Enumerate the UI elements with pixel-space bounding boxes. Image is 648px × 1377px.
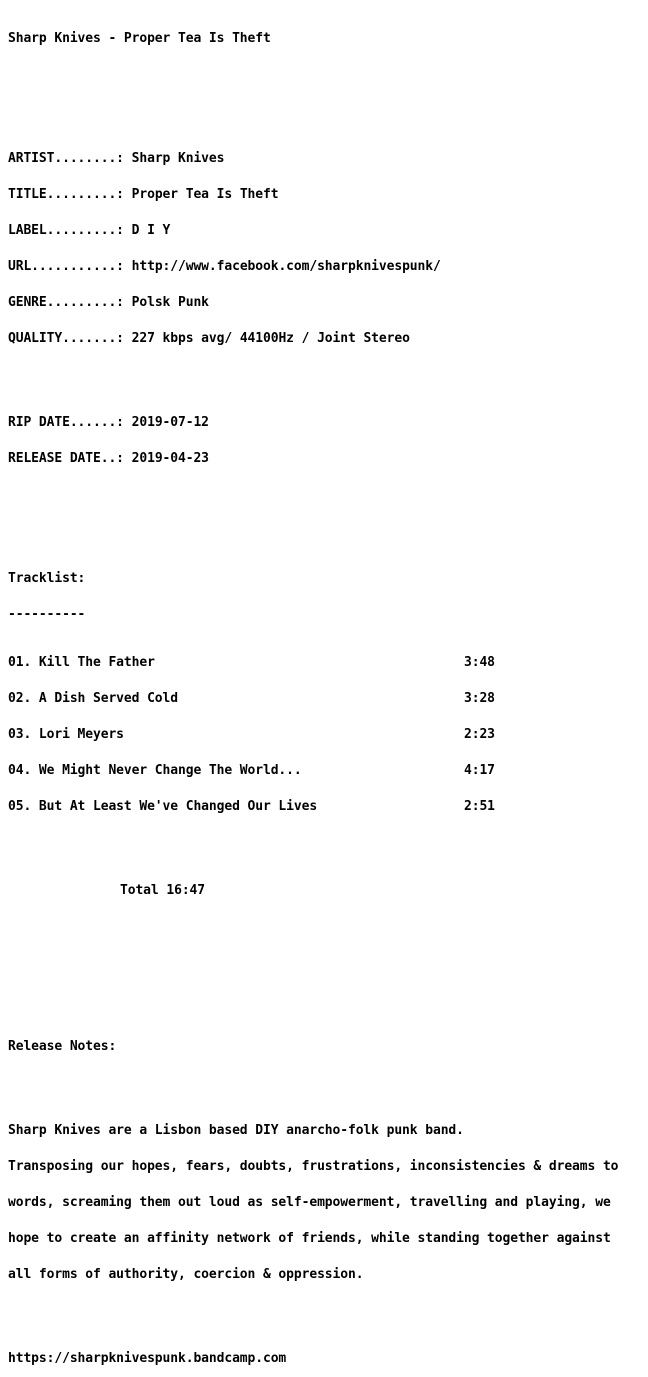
meta-value: http://www.facebook.com/sharpknivespunk/ bbox=[131, 259, 441, 274]
track-row bbox=[8, 729, 528, 741]
spacer bbox=[8, 957, 618, 969]
release-notes-line: words, screaming them out loud as self-empowerment, travelling and playing, we bbox=[8, 1195, 611, 1210]
meta-key: ARTIST........: bbox=[8, 151, 124, 166]
tracklist-rule: ---------- bbox=[8, 607, 86, 622]
meta-key: RELEASE DATE..: bbox=[8, 451, 124, 466]
meta-key: TITLE.........: bbox=[8, 187, 124, 202]
track-name: 05. But At Least We've Changed Our Lives bbox=[8, 799, 318, 814]
track-name: 03. Lori Meyers bbox=[8, 727, 124, 742]
nfo-document bbox=[8, 9, 618, 1377]
meta-value: Proper Tea Is Theft bbox=[131, 187, 279, 202]
meta-url bbox=[8, 261, 618, 273]
spacer bbox=[8, 489, 618, 501]
release-title: Sharp Knives - Proper Tea Is Theft bbox=[8, 31, 271, 46]
meta-key: LABEL.........: bbox=[8, 223, 124, 238]
meta-quality bbox=[8, 333, 618, 345]
meta-value: D I Y bbox=[131, 223, 171, 238]
spacer bbox=[8, 369, 618, 381]
meta-value: 2019-07-12 bbox=[131, 415, 209, 430]
track-row bbox=[8, 801, 528, 813]
bandcamp-link: https://sharpknivespunk.bandcamp.com bbox=[8, 1351, 287, 1366]
release-notes-line: Transposing our hopes, fears, doubts, frustrations, inconsistencies & dreams to bbox=[8, 1159, 619, 1174]
meta-artist bbox=[8, 153, 618, 165]
meta-key: RIP DATE......: bbox=[8, 415, 124, 430]
spacer bbox=[8, 837, 618, 849]
track-duration: 4:17 bbox=[464, 763, 495, 778]
meta-label bbox=[8, 225, 618, 237]
release-notes-line: all forms of authority, coercion & oppression. bbox=[8, 1267, 364, 1282]
meta-genre bbox=[8, 297, 618, 309]
spacer bbox=[8, 105, 618, 117]
spacer bbox=[8, 69, 618, 81]
track-duration: 2:51 bbox=[464, 799, 495, 814]
spacer bbox=[8, 993, 618, 1005]
spacer bbox=[8, 1305, 618, 1317]
meta-value: Polsk Punk bbox=[131, 295, 209, 310]
release-notes-line: hope to create an affinity network of friends, while standing together against bbox=[8, 1231, 611, 1246]
track-duration: 2:23 bbox=[464, 727, 495, 742]
spacer bbox=[8, 1077, 618, 1089]
track-row bbox=[8, 765, 528, 777]
meta-key: GENRE.........: bbox=[8, 295, 124, 310]
meta-title bbox=[8, 189, 618, 201]
meta-key: QUALITY.......: bbox=[8, 331, 124, 346]
release-date bbox=[8, 453, 618, 465]
track-name: 02. A Dish Served Cold bbox=[8, 691, 178, 706]
tracklist-total: Total 16:47 bbox=[120, 883, 205, 898]
meta-value: 227 kbps avg/ 44100Hz / Joint Stereo bbox=[131, 331, 410, 346]
release-notes-heading: Release Notes: bbox=[8, 1039, 117, 1054]
meta-value: Sharp Knives bbox=[131, 151, 225, 166]
track-row bbox=[8, 657, 528, 669]
spacer bbox=[8, 525, 618, 537]
track-row bbox=[8, 693, 528, 705]
spacer bbox=[8, 921, 618, 933]
meta-key: URL...........: bbox=[8, 259, 124, 274]
track-name: 01. Kill The Father bbox=[8, 655, 155, 670]
release-notes-line: Sharp Knives are a Lisbon based DIY anarcho-folk punk band. bbox=[8, 1123, 464, 1138]
track-name: 04. We Might Never Change The World... bbox=[8, 763, 302, 778]
tracklist-heading: Tracklist: bbox=[8, 571, 86, 586]
track-duration: 3:48 bbox=[464, 655, 495, 670]
track-duration: 3:28 bbox=[464, 691, 495, 706]
rip-date bbox=[8, 417, 618, 429]
meta-value: 2019-04-23 bbox=[131, 451, 209, 466]
